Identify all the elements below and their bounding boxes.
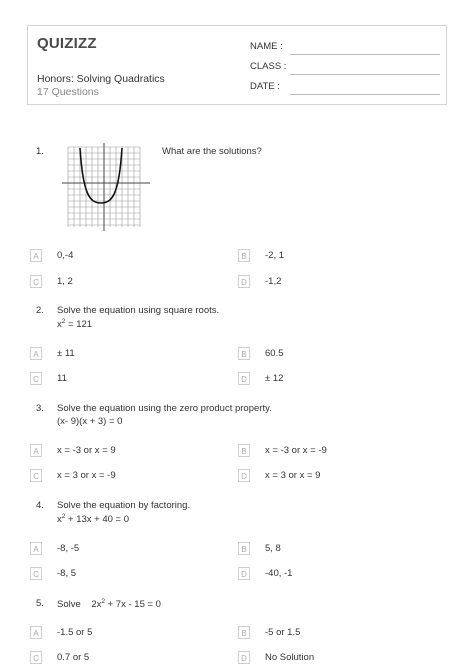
option-letter: B (238, 626, 250, 639)
option-letter: B (238, 347, 250, 360)
option-letter: A (30, 347, 42, 360)
class-label: CLASS : (250, 61, 287, 72)
option-b[interactable] (238, 542, 438, 558)
option-letter: B (238, 542, 250, 555)
option-c[interactable] (30, 651, 230, 667)
question-prompt: Solve the equation using square roots. (57, 305, 220, 316)
option-text: -8, 5 (57, 568, 77, 579)
option-letter: C (30, 372, 42, 385)
option-a[interactable] (30, 626, 230, 642)
option-text: x = -3 or x = -9 (265, 445, 327, 456)
option-c[interactable] (30, 469, 230, 485)
option-d[interactable] (238, 372, 438, 388)
option-c[interactable] (30, 372, 230, 388)
option-text: ± 11 (57, 348, 75, 359)
option-text: 0.7 or 5 (57, 652, 90, 663)
option-text: -8, -5 (57, 543, 80, 554)
option-text: 60.5 (265, 348, 284, 359)
question-number: 3. (36, 403, 44, 414)
option-b[interactable] (238, 249, 438, 265)
option-letter: C (30, 567, 42, 580)
question-equation: $x^2 = 121$ (57, 318, 93, 331)
option-letter: C (30, 469, 42, 482)
option-b[interactable] (238, 347, 438, 363)
option-a[interactable] (30, 249, 230, 265)
option-letter: D (238, 651, 250, 664)
option-letter: A (30, 626, 42, 639)
option-d[interactable] (238, 567, 438, 583)
question-number: 1. (36, 146, 44, 157)
option-b[interactable] (238, 626, 438, 642)
option-text: 5, 8 (265, 543, 281, 554)
option-c[interactable] (30, 275, 230, 291)
question-number: 5. (36, 598, 44, 609)
option-d[interactable] (238, 275, 438, 291)
option-text: x = 3 or x = -9 (57, 470, 116, 481)
option-text: ± 12 (265, 373, 284, 384)
option-letter: D (238, 372, 250, 385)
option-d[interactable] (238, 651, 438, 667)
option-a[interactable] (30, 444, 230, 460)
name-line (290, 54, 440, 55)
quizizz-logo: QUIZIZZ (37, 35, 97, 52)
option-letter: B (238, 249, 250, 262)
option-text: -40, -1 (265, 568, 293, 579)
class-line (290, 74, 440, 75)
option-letter: D (238, 469, 250, 482)
option-d[interactable] (238, 469, 438, 485)
date-line (290, 94, 440, 95)
option-text: -2, 1 (265, 250, 285, 261)
question-prompt: Solve the equation by factoring. (57, 500, 191, 511)
worksheet-header (27, 25, 447, 105)
option-text: No Solution (265, 652, 315, 663)
option-text: -1.5 or 5 (57, 627, 93, 638)
question-number: 4. (36, 500, 44, 511)
option-letter: D (238, 275, 250, 288)
date-field[interactable] (250, 81, 440, 95)
question-count: 17 Questions (37, 86, 99, 98)
option-letter: A (30, 542, 42, 555)
option-text: 11 (57, 373, 67, 384)
name-field[interactable] (250, 41, 440, 55)
option-text: -5 or 1.5 (265, 627, 301, 638)
option-text: 1, 2 (57, 276, 73, 287)
worksheet-title: Honors: Solving Quadratics (37, 73, 165, 85)
question-prompt: What are the solutions? (162, 146, 262, 157)
option-b[interactable] (238, 444, 438, 460)
option-text: x = -3 or x = 9 (57, 445, 116, 456)
option-letter: C (30, 651, 42, 664)
class-field[interactable] (250, 61, 440, 75)
option-text: -1,2 (265, 276, 282, 287)
question-equation: $x^2 + 13x + 40 = 0$ (57, 513, 130, 526)
option-a[interactable] (30, 347, 230, 363)
option-letter: D (238, 567, 250, 580)
question-prompt: Solve the equation using the zero product property. (57, 403, 272, 414)
option-text: 0,-4 (57, 250, 74, 261)
option-letter: A (30, 444, 42, 457)
option-c[interactable] (30, 567, 230, 583)
parabola-graph (62, 143, 150, 231)
question-number: 2. (36, 305, 44, 316)
option-a[interactable] (30, 542, 230, 558)
option-letter: B (238, 444, 250, 457)
date-label: DATE : (250, 81, 280, 92)
name-label: NAME : (250, 41, 283, 52)
option-letter: C (30, 275, 42, 288)
question-prompt: Solve $2x^2 + 7x - 15 = 0$ (57, 598, 161, 611)
option-text: x = 3 or x = 9 (265, 470, 321, 481)
option-letter: A (30, 249, 42, 262)
question-equation: (x- 9)(x + 3) = 0 (57, 416, 123, 427)
